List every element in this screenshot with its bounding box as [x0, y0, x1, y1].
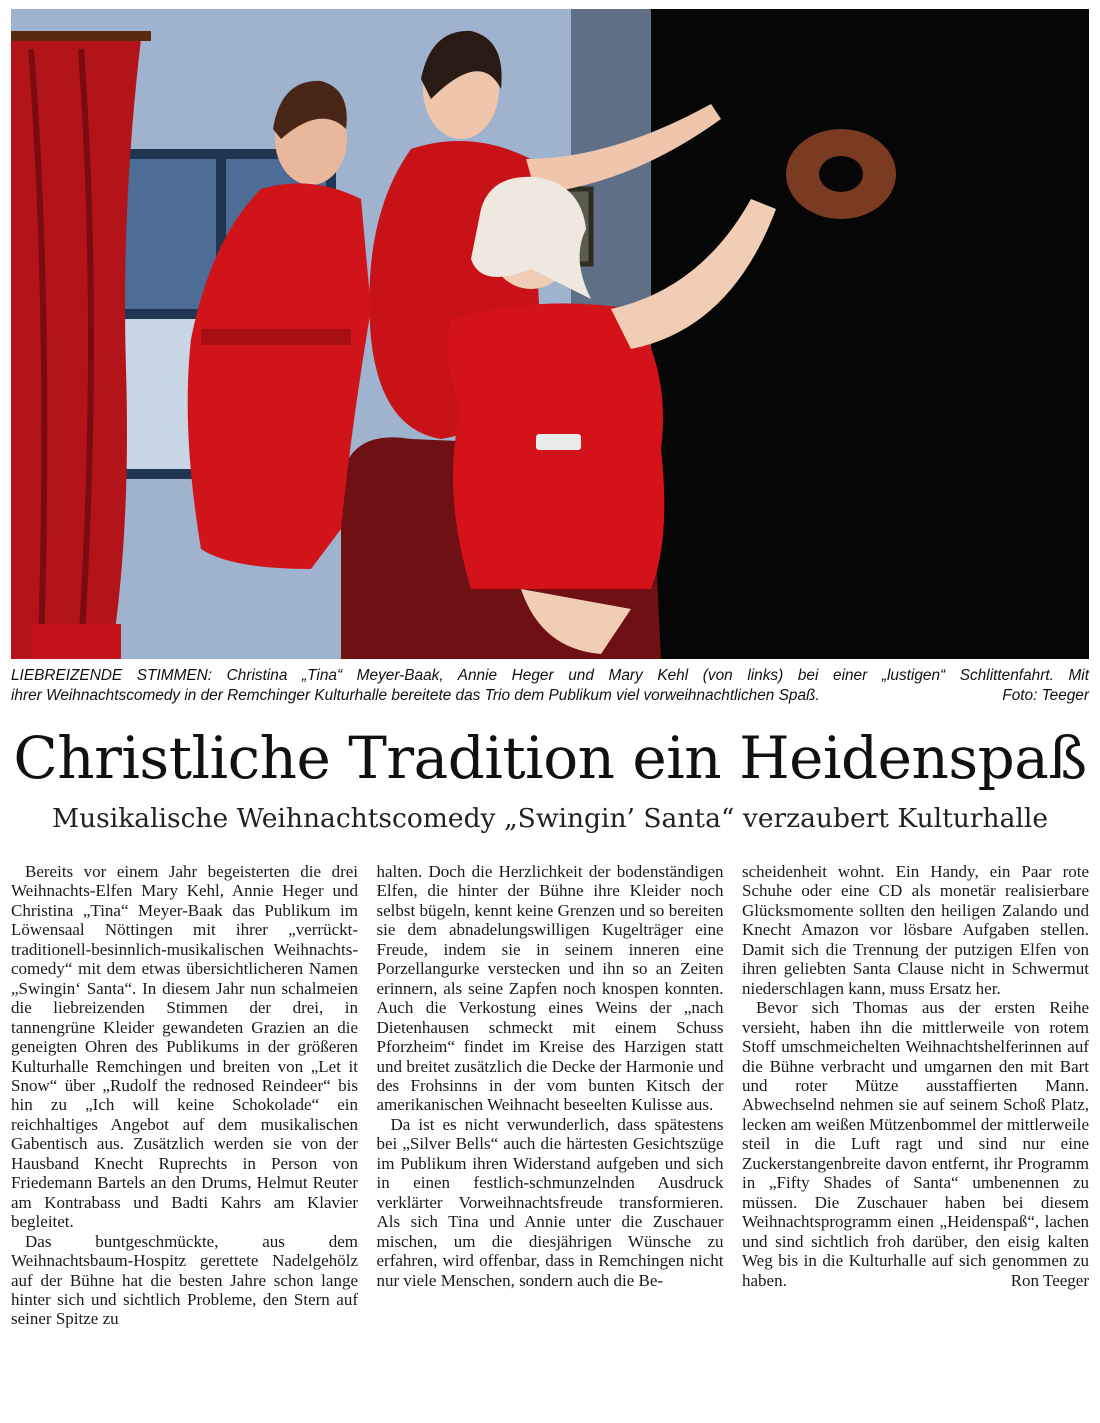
photo-caption [11, 666, 1089, 706]
photo-credit: Foto: Teeger [1002, 687, 1089, 704]
paragraph: Bereits vor einem Jahr begeisterten die drei Weihnachts-Elfen Mary Kehl, Annie Heger und Christina „Tina“ Meyer-Baak das Publikum im Löwensaal Nöttingen mit ihrer „verrückt-traditionell-besinnlich-musikalischen Weihnachts-comedy“ mit dem etwas übersichtlicheren Namen „Swingin‘ Santa“. In diesem Jahr nun schalmeien die liebreizenden Stimmen der drei, in tannengrüne Kleider gewandeten Grazien an die geneigten Ohren des Publikums in der größeren Kulturhalle Remchingen und breiten von „Let it Snow“ über „Rudolf the rednosed Reindeer“ bis hin zu „Ich will keine Schokolade“ ein reichhaltiges Angebot auf dem musikalischen Gabentisch aus. Zusätzlich werden sie von der Hausband Knecht Ruprechts in Person von Friedemann Bartels an den Drums, Helmut Reuter am Kontrabass und Badti Kahrs am Klavier begleitet. [11, 862, 358, 1232]
paragraph: Das buntgeschmückte, aus dem Weihnachtsbaum-Hospitz gerettete Nadelgehölz auf der Bühne hat die besten Jahre schon lange hinter sich und sichtlich Probleme, den Stern auf seiner Spitze zu [11, 1231, 358, 1329]
caption-line-2 [11, 686, 1089, 706]
caption-text-line-2: ihrer Weihnachtscomedy in der Remchinger Kulturhalle bereitete das Trio dem Publikum viel vorweihnachtlichen Spaß. [11, 687, 820, 704]
author-byline: Ron Teeger [1010, 1270, 1089, 1290]
caption-text-line-1: Christina „Tina“ Meyer-Baak, Annie Heger und Mary Kehl (von links) bei einer „lustigen“ Schlittenfahrt. Mit [212, 667, 1089, 684]
caption-lead: LIEBREIZENDE STIMMEN: [11, 667, 213, 684]
stage-photo [11, 9, 1089, 659]
paragraph: Da ist es nicht verwunderlich, dass spätestens bei „Silver Bells“ auch die härtesten Gesichtszüge im Publikum ihren Widerstand aufgeben und sich in einen festlich-schmunzelnden Ausdruck verklärter Vorweihnachtsfreude transformieren. Als sich Tina und Annie unter die Zuschauer mischen, um die diesjährigen Wünsche zu erfahren, wird offenbar, dass in Remchingen nicht nur viele Menschen, sondern auch die Be- [376, 1114, 724, 1290]
article-headline: Christliche Tradition ein Heidenspaß [13, 724, 1087, 792]
stage-photo-image [11, 9, 1089, 659]
paragraph: scheidenheit wohnt. Ein Handy, ein Paar rote Schuhe oder eine CD als monetär realisierbare Glücksmomente sollten den heiligen Zalando und Knecht Amazon vor lösbare Aufgaben stellen. Damit sich die Trennung der putzigen Elfen von ihren geliebten Santa Clause nicht in Schwermut niederschlagen kann, muss Ersatz her. [742, 862, 1089, 998]
article-subheadline: Musikalische Weihnachtscomedy „Swingin’ Santa“ verzaubert Kulturhalle [51, 803, 1049, 834]
caption-line-1 [11, 666, 1089, 686]
article-column-3 [742, 862, 1089, 1414]
article-column-2 [377, 862, 724, 1414]
paragraph: halten. Doch die Herzlichkeit der bodenständigen Elfen, die hinter der Bühne ihre Kleider noch selbst bügeln, kennt keine Grenzen und so bereiten sie dem abnadelungswilligen Kugelträger eine Freude, indem sie in seinem inneren eine Porzellangurke verstecken und ihn so an Zeiten erinnern, als seine Zapfen noch knospen konnten. Auch die Verkostung eines Weins der „nach Dietenhausen schmeckt mit einem Schuss Pforzheim“ findet im Kreise des Harzigen statt und breitet zusätzlich die Decke der Harmonie und des Frohsinns in der vom bunten Kitsch der amerikanischen Weihnacht beseelten Kulisse aus. [376, 862, 724, 1115]
article-column-1 [11, 862, 358, 1414]
paragraph [742, 998, 1089, 1290]
paragraph-text: Bevor sich Thomas aus der ersten Reihe versieht, haben ihn die mittlerweile von rotem Stoff umschmeichelten Weihnachtshelferinnen auf die Bühne verbracht und umgarnen den mit Bart und roter Mütze ausstaffierten Mann. Abwechselnd nehmen sie auf seinem Schoß Platz, lecken am weißen Mützenbommel der mittlerweile steil in die Luft ragt und sind nur eine Zuckerstangenbreite davon entfernt, ihr Programm in „Fifty Shades of Santa“ umbenennen zu müssen. Die Zuschauer haben bei diesem Weihnachtsprogramm einen „Heidenspaß“, lachen und sind sichtlich froh darüber, den eisig kalten Weg bis in die Kulturhalle auf sich genommen zu haben. [742, 998, 1089, 1290]
article-body [11, 862, 1089, 1414]
